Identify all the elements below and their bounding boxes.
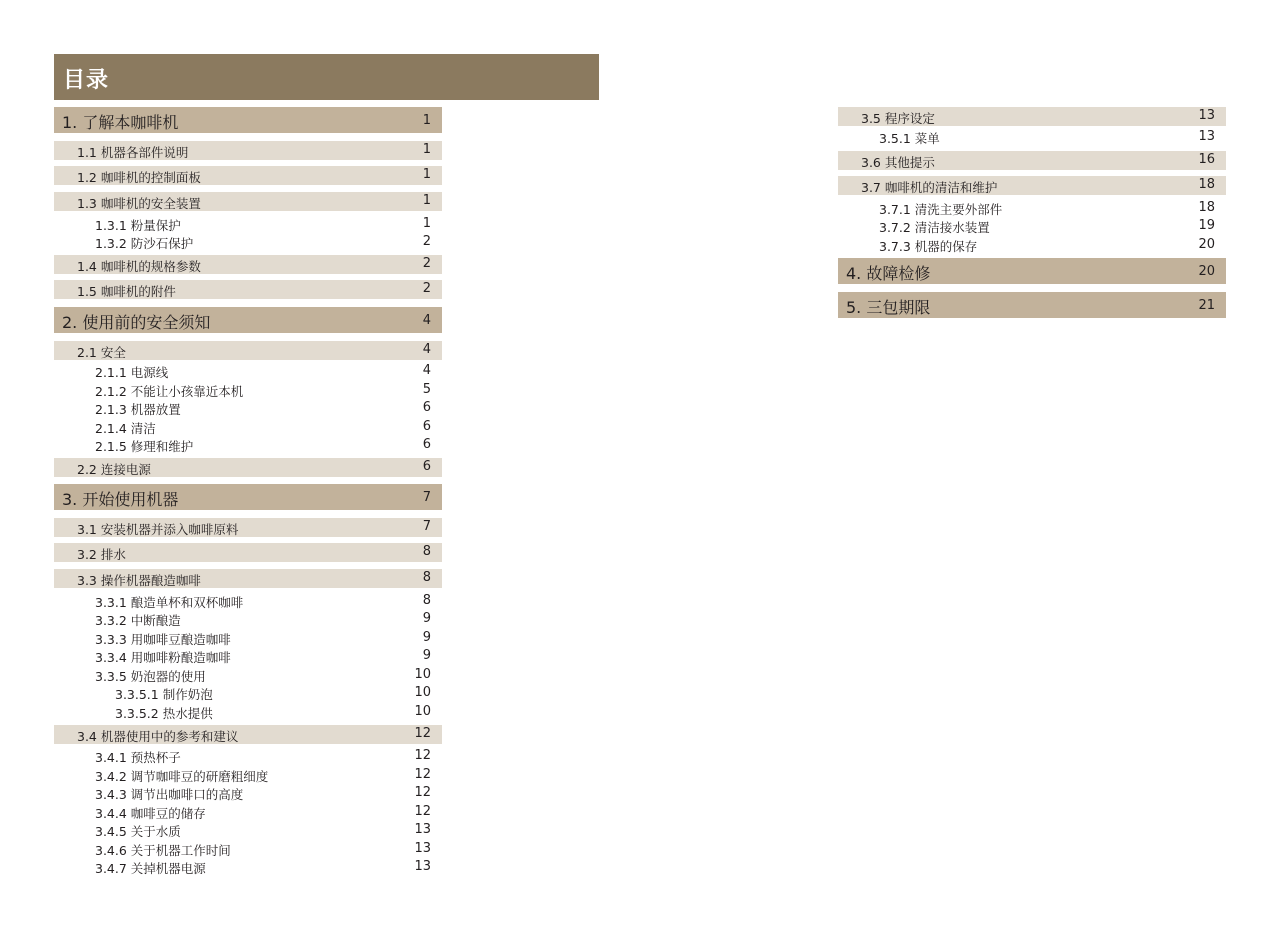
toc-section-row[interactable] [54,518,442,537]
toc-entry-label: 2.1.1 电源线 [95,365,169,380]
toc-page-number: 18 [1198,200,1215,215]
toc-page-number: 8 [422,570,431,585]
toc-sub-row[interactable] [54,766,442,784]
toc-page-number: 13 [414,841,431,856]
toc-page-number: 4 [422,363,431,378]
toc-entry-label: 3.5.1 菜单 [879,131,940,146]
toc-sub-row[interactable] [54,821,442,839]
toc-subsub-row[interactable] [54,703,442,721]
toc-sub-row[interactable] [838,128,1226,146]
toc-page-number: 2 [422,234,431,249]
toc-sub-row[interactable] [54,215,442,233]
toc-page-number: 4 [422,342,431,357]
toc-entry-label: 3.7.3 机器的保存 [879,239,978,254]
toc-entry-label: 2.1.3 机器放置 [95,402,181,417]
toc-entry-label: 3.4.4 咖啡豆的储存 [95,806,206,821]
toc-entry-label: 2.1 安全 [77,345,126,360]
toc-page-number: 10 [414,667,431,682]
toc-sub-row[interactable] [54,418,442,436]
toc-entry-label: 3.4.7 关掉机器电源 [95,861,206,876]
toc-entry-label: 3.7.1 清洗主要外部件 [879,202,1003,217]
toc-section-row[interactable] [838,151,1226,170]
toc-entry-label: 3. 开始使用机器 [62,490,179,509]
toc-page-number: 6 [422,419,431,434]
toc-entry-label: 3.4.5 关于水质 [95,824,181,839]
toc-page-number: 13 [414,822,431,837]
toc-section-row[interactable] [838,107,1226,126]
toc-page-number: 12 [414,726,431,741]
toc-sub-row[interactable] [838,217,1226,235]
toc-section-row[interactable] [54,725,442,744]
toc-entry-label: 1.5 咖啡机的附件 [77,284,176,299]
toc-page-number: 13 [1198,129,1215,144]
toc-page-number: 6 [422,459,431,474]
toc-page-number: 6 [422,437,431,452]
toc-page-number: 20 [1198,264,1215,279]
toc-section-row[interactable] [54,543,442,562]
toc-chapter-row[interactable] [838,292,1226,318]
toc-page-number: 13 [414,859,431,874]
toc-page-number: 1 [422,113,431,128]
toc-sub-row[interactable] [54,858,442,876]
toc-page-number: 12 [414,804,431,819]
toc-page-number: 1 [422,216,431,231]
toc-entry-label: 3.5 程序设定 [861,111,935,126]
toc-entry-label: 1.4 咖啡机的规格参数 [77,259,201,274]
toc-page-number: 6 [422,400,431,415]
toc-entry-label: 3.3.5.1 制作奶泡 [115,687,213,702]
toc-sub-row[interactable] [54,362,442,380]
toc-entry-label: 2.1.4 清洁 [95,421,156,436]
toc-page-number: 21 [1198,298,1215,313]
toc-section-row[interactable] [54,192,442,211]
toc-chapter-row[interactable] [54,484,442,510]
toc-chapter-row[interactable] [54,307,442,333]
toc-entry-label: 2.2 连接电源 [77,462,151,477]
toc-entry-label: 3.2 排水 [77,547,126,562]
toc-chapter-row[interactable] [54,107,442,133]
toc-page-number: 5 [422,382,431,397]
toc-sub-row[interactable] [54,747,442,765]
toc-subsub-row[interactable] [54,684,442,702]
toc-section-row[interactable] [54,458,442,477]
toc-page-number: 10 [414,704,431,719]
toc-page-number: 12 [414,748,431,763]
toc-page-number: 4 [422,313,431,328]
toc-entry-label: 1.3.1 粉量保护 [95,218,181,233]
toc-page-number: 10 [414,685,431,700]
toc-entry-label: 3.4.3 调节出咖啡口的高度 [95,787,244,802]
toc-sub-row[interactable] [54,436,442,454]
toc-page-number: 9 [422,630,431,645]
toc-section-row[interactable] [54,280,442,299]
toc-header [54,54,599,100]
toc-page-number: 1 [422,142,431,157]
toc-entry-label: 3.4.6 关于机器工作时间 [95,843,231,858]
toc-page-number: 8 [422,593,431,608]
toc-entry-label: 3.3.4 用咖啡粉酿造咖啡 [95,650,231,665]
toc-section-row[interactable] [54,341,442,360]
toc-entry-label: 3.3.2 中断酿造 [95,613,181,628]
toc-sub-row[interactable] [54,784,442,802]
toc-page-number: 7 [422,490,431,505]
toc-entry-label: 3.3.5.2 热水提供 [115,706,213,721]
toc-sub-row[interactable] [54,840,442,858]
toc-page-number: 1 [422,193,431,208]
toc-section-row[interactable] [54,569,442,588]
toc-entry-label: 2.1.5 修理和维护 [95,439,194,454]
toc-entry-label: 2.1.2 不能让小孩靠近本机 [95,384,244,399]
page-title: 目录 [63,68,110,93]
toc-section-row[interactable] [838,176,1226,195]
toc-sub-row[interactable] [54,399,442,417]
toc-page-number: 20 [1198,237,1215,252]
toc-entry-label: 3.1 安装机器并添入咖啡原料 [77,522,239,537]
toc-page-number: 18 [1198,177,1215,192]
toc-entry-label: 3.7.2 清洁接水装置 [879,220,990,235]
toc-entry-label: 1. 了解本咖啡机 [62,113,179,132]
toc-page-number: 2 [422,281,431,296]
toc-sub-row[interactable] [838,199,1226,217]
toc-sub-row[interactable] [54,629,442,647]
toc-page-number: 13 [1198,108,1215,123]
toc-section-row[interactable] [54,255,442,274]
toc-page-number: 9 [422,611,431,626]
toc-page-number: 2 [422,256,431,271]
toc-entry-label: 3.4.1 预热杯子 [95,750,181,765]
toc-entry-label: 3.3.5 奶泡器的使用 [95,669,206,684]
toc-entry-label: 1.3 咖啡机的安全装置 [77,196,201,211]
toc-sub-row[interactable] [54,647,442,665]
toc-chapter-row[interactable] [838,258,1226,284]
toc-entry-label: 1.3.2 防沙石保护 [95,236,194,251]
toc-page-number: 8 [422,544,431,559]
toc-section-row[interactable] [54,141,442,160]
toc-entry-label: 4. 故障检修 [846,264,931,283]
toc-section-row[interactable] [54,166,442,185]
toc-page-number: 16 [1198,152,1215,167]
toc-entry-label: 2. 使用前的安全须知 [62,313,211,332]
toc-entry-label: 1.2 咖啡机的控制面板 [77,170,201,185]
toc-page-number: 12 [414,767,431,782]
toc-sub-row[interactable] [54,592,442,610]
toc-page-number: 9 [422,648,431,663]
toc-page-number: 12 [414,785,431,800]
toc-page-number: 19 [1198,218,1215,233]
toc-sub-row[interactable] [54,803,442,821]
toc-entry-label: 1.1 机器各部件说明 [77,145,189,160]
toc-sub-row[interactable] [54,610,442,628]
toc-sub-row[interactable] [54,233,442,251]
toc-entry-label: 3.7 咖啡机的清洁和维护 [861,180,998,195]
toc-sub-row[interactable] [838,236,1226,254]
toc-entry-label: 3.6 其他提示 [861,155,935,170]
toc-entry-label: 3.3.1 酿造单杯和双杯咖啡 [95,595,244,610]
toc-sub-row[interactable] [54,381,442,399]
toc-entry-label: 3.3 操作机器酿造咖啡 [77,573,201,588]
toc-page-number: 7 [422,519,431,534]
toc-entry-label: 3.3.3 用咖啡豆酿造咖啡 [95,632,231,647]
toc-entry-label: 3.4 机器使用中的参考和建议 [77,729,239,744]
toc-sub-row[interactable] [54,666,442,684]
toc-entry-label: 5. 三包期限 [846,298,931,317]
toc-page-number: 1 [422,167,431,182]
toc-entry-label: 3.4.2 调节咖啡豆的研磨粗细度 [95,769,269,784]
